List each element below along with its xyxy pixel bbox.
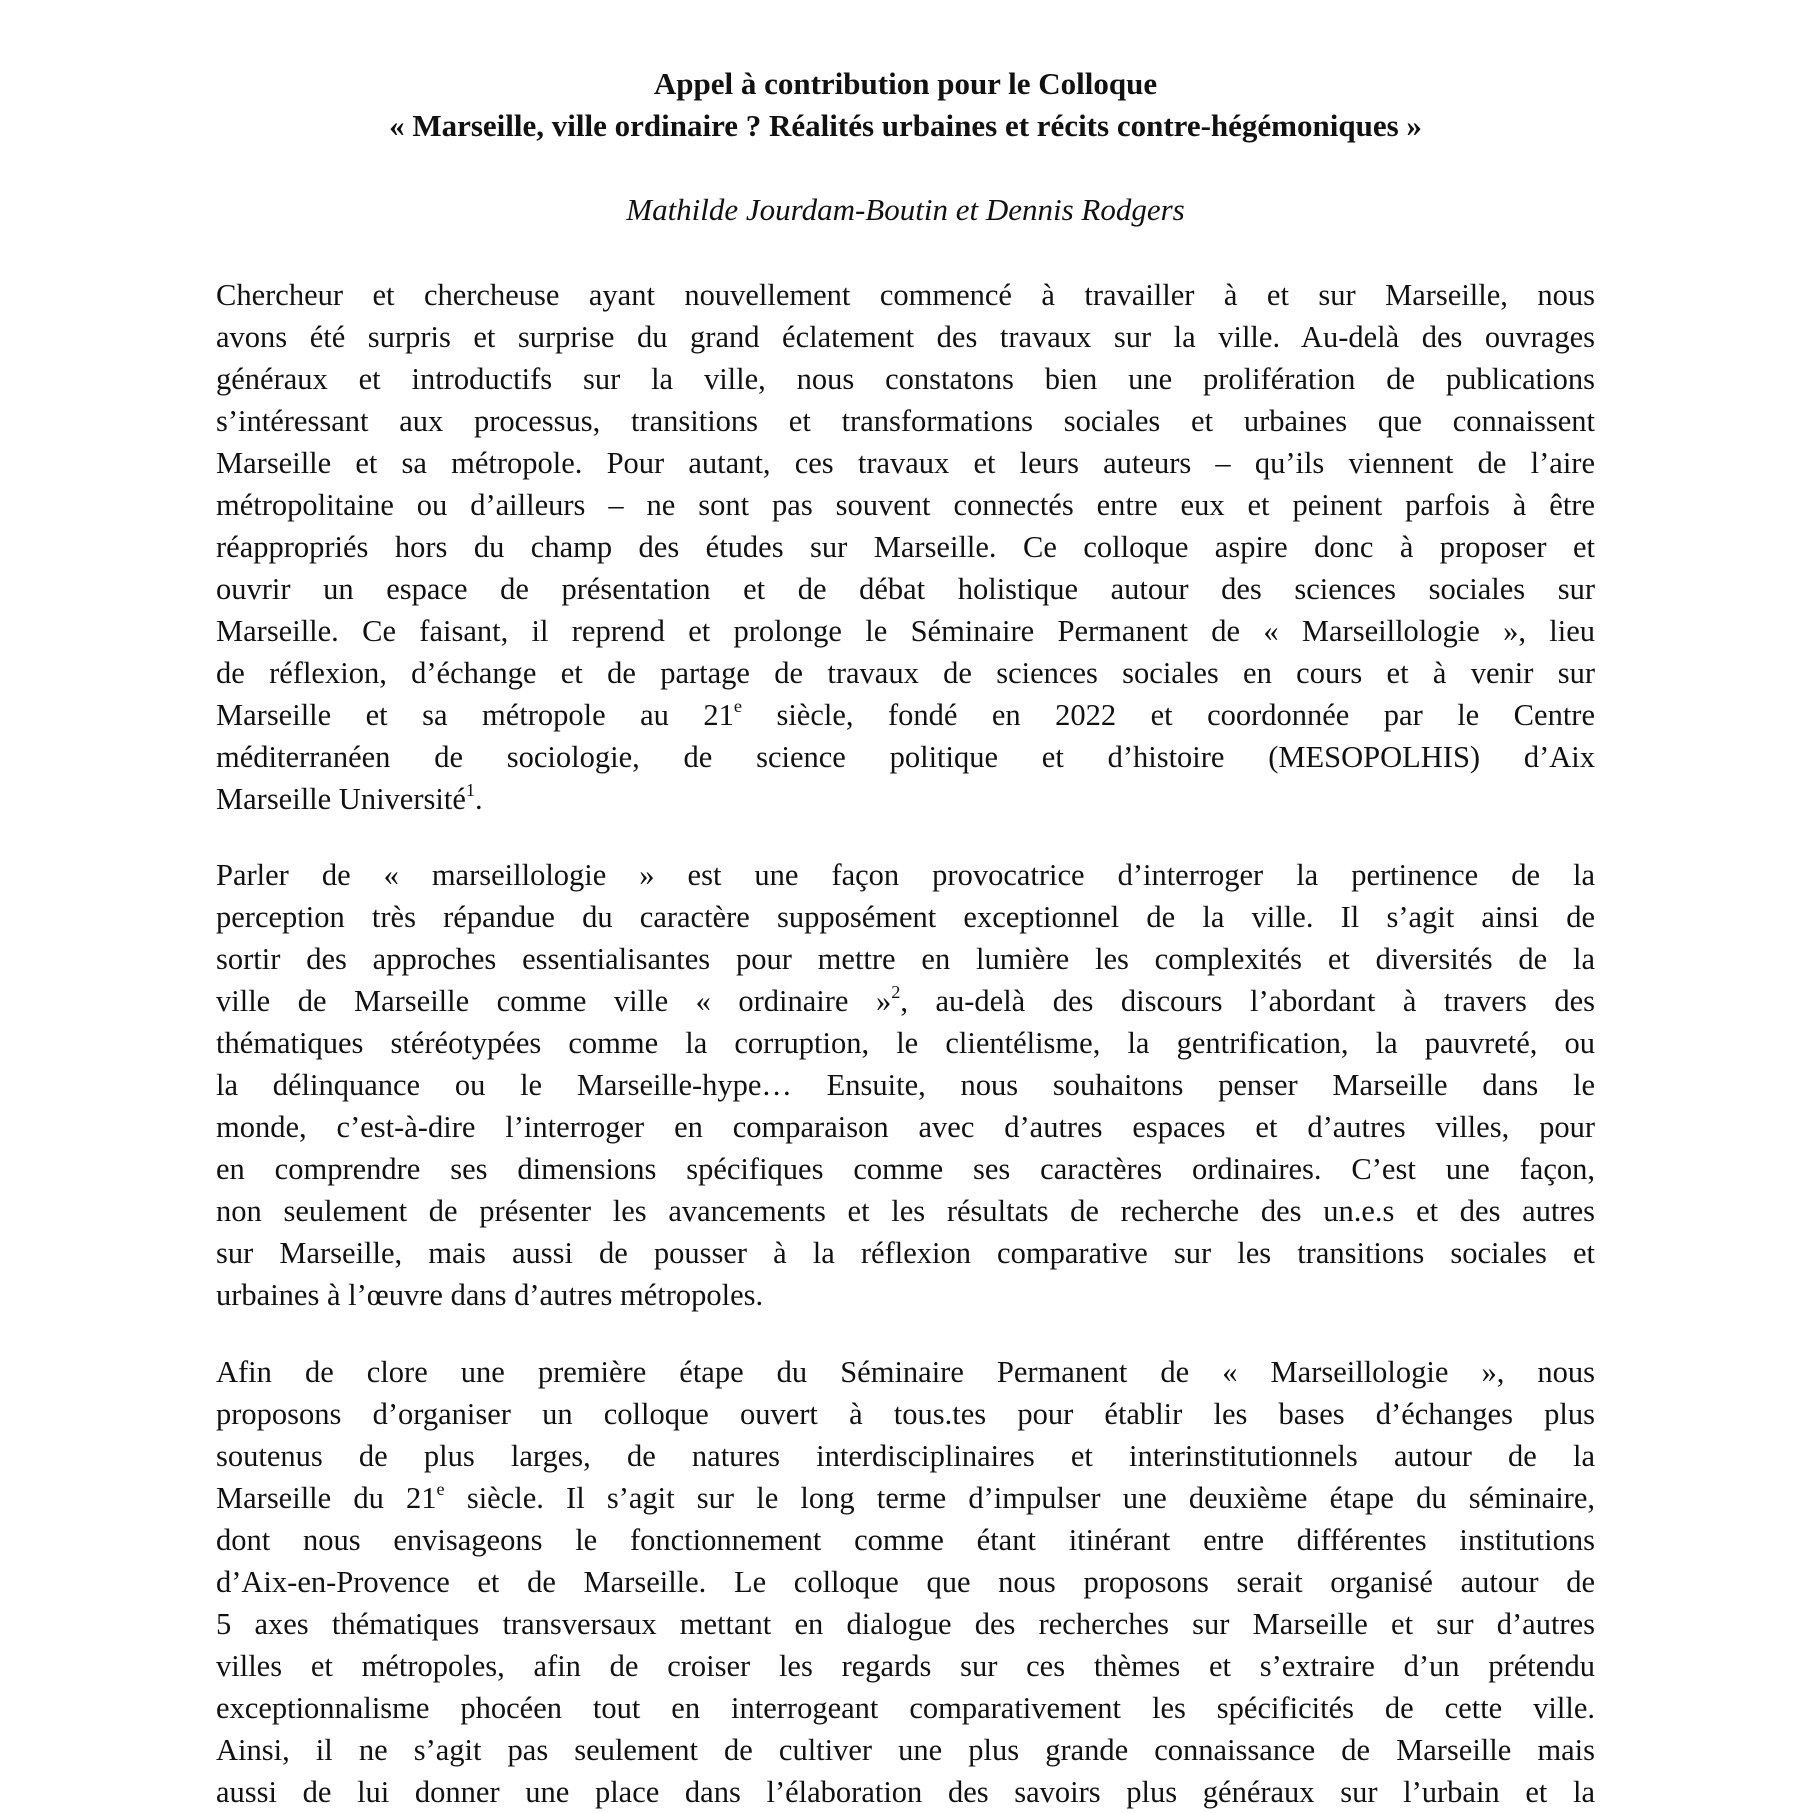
document-authors: Mathilde Jourdam-Boutin et Dennis Rodgers: [626, 192, 1185, 227]
text-line: d’Aix-en-Provence et de Marseille. Le colloque que nous proposons serait organisé autour de: [216, 1565, 1595, 1599]
text-line: réappropriés hors du champ des études sur Marseille. Ce colloque aspire donc à proposer et: [216, 530, 1595, 564]
text-line: Marseille. Ce faisant, il reprend et prolonge le Séminaire Permanent de « Marseillologie », lieu: [216, 614, 1595, 648]
text-line: sortir des approches essentialisantes pour mettre en lumière les complexités et diversités de la: [216, 942, 1595, 976]
text-line: 5 axes thématiques transversaux mettant en dialogue des recherches sur Marseille et sur d’autres: [216, 1607, 1595, 1641]
text-line: [216, 778, 1595, 820]
text-run: .: [475, 782, 483, 816]
text-line: villes et métropoles, afin de croiser les regards sur ces thèmes et s’extraire d’un prétendu: [216, 1649, 1595, 1683]
text-line: [216, 1477, 1595, 1519]
paragraph-1: [216, 274, 1595, 820]
text-line: aussi de lui donner une place dans l’élaboration des savoirs plus généraux sur l’urbain et la: [216, 1775, 1595, 1809]
text-line: ouvrir un espace de présentation et de débat holistique autour des sciences sociales sur: [216, 572, 1595, 606]
footnote-ref-2[interactable]: 2: [891, 982, 901, 1003]
text-line: non seulement de présenter les avancements et les résultats de recherche des un.e.s et des autres: [216, 1194, 1595, 1228]
text-line: Parler de « marseillologie » est une façon provocatrice d’interroger la pertinence de la: [216, 858, 1595, 892]
text-line: métropolitaine ou d’ailleurs – ne sont pas souvent connectés entre eux et peinent parfois à être: [216, 488, 1595, 522]
text-line: la délinquance ou le Marseille-hype… Ensuite, nous souhaitons penser Marseille dans le: [216, 1068, 1595, 1102]
text-line: Afin de clore une première étape du Séminaire Permanent de « Marseillologie », nous: [216, 1355, 1595, 1389]
text-line: thématiques stéréotypées comme la corruption, le clientélisme, la gentrification, la pauvreté, ou: [216, 1026, 1595, 1060]
document-title-line-2: « Marseille, ville ordinaire ? Réalités urbaines et récits contre-hégémoniques »: [389, 108, 1422, 143]
text-line: [216, 694, 1595, 736]
superscript: e: [436, 1479, 445, 1500]
text-line: proposons d’organiser un colloque ouvert à tous.tes pour établir les bases d’échanges plus: [216, 1397, 1595, 1431]
text-line: méditerranéen de sociologie, de science politique et d’histoire (MESOPOLHIS) d’Aix: [216, 740, 1595, 774]
text-run: ville de Marseille comme ville « ordinaire »: [216, 984, 892, 1018]
superscript: e: [733, 696, 742, 717]
text-line: Marseille et sa métropole. Pour autant, ces travaux et leurs auteurs – qu’ils viennent de l’aire: [216, 446, 1595, 480]
text-line: monde, c’est-à-dire l’interroger en comparaison avec d’autres espaces et d’autres villes, pour: [216, 1110, 1595, 1144]
text-line: sur Marseille, mais aussi de pousser à la réflexion comparative sur les transitions sociales et: [216, 1236, 1595, 1270]
text-line: généraux et introductifs sur la ville, nous constatons bien une prolifération de publications: [216, 362, 1595, 396]
text-run: Marseille Université: [216, 782, 466, 816]
text-run: siècle. Il s’agit sur le long terme d’impulser une deuxième étape du séminaire,: [444, 1481, 1595, 1515]
paragraph-3: [216, 1351, 1595, 1813]
text-line: soutenus de plus larges, de natures interdisciplinaires et interinstitutionnels autour de la: [216, 1439, 1595, 1473]
text-line: [216, 980, 1595, 1022]
text-run: Marseille du 21: [216, 1481, 437, 1515]
text-line: exceptionnalisme phocéen tout en interrogeant comparativement les spécificités de cette ville.: [216, 1691, 1595, 1725]
text-line: Chercheur et chercheuse ayant nouvellement commencé à travailler à et sur Marseille, nous: [216, 278, 1595, 312]
text-run: Marseille et sa métropole au 21: [216, 698, 734, 732]
text-line: s’intéressant aux processus, transitions et transformations sociales et urbaines que connaissent: [216, 404, 1595, 438]
text-line: avons été surpris et surprise du grand éclatement des travaux sur la ville. Au-delà des ouvrages: [216, 320, 1595, 354]
text-line: perception très répandue du caractère supposément exceptionnel de la ville. Il s’agit ainsi de: [216, 900, 1595, 934]
footnote-ref-1[interactable]: 1: [465, 780, 475, 801]
text-line: urbaines à l’œuvre dans d’autres métropoles.: [216, 1278, 764, 1312]
paragraph-2: [216, 854, 1595, 1316]
text-line: Ainsi, il ne s’agit pas seulement de cultiver une plus grande connaissance de Marseille mais: [216, 1733, 1595, 1767]
document-title-line-1: Appel à contribution pour le Colloque: [653, 66, 1158, 101]
text-line: en comprendre ses dimensions spécifiques comme ses caractères ordinaires. C’est une façon,: [216, 1152, 1595, 1186]
text-line: de réflexion, d’échange et de partage de travaux de sciences sociales en cours et à venir sur: [216, 656, 1595, 690]
text-run: siècle, fondé en 2022 et coordonnée par le Centre: [741, 698, 1595, 732]
text-run: , au-delà des discours l’abordant à travers des: [900, 984, 1595, 1018]
text-line: dont nous envisageons le fonctionnement comme étant itinérant entre différentes institutions: [216, 1523, 1595, 1557]
